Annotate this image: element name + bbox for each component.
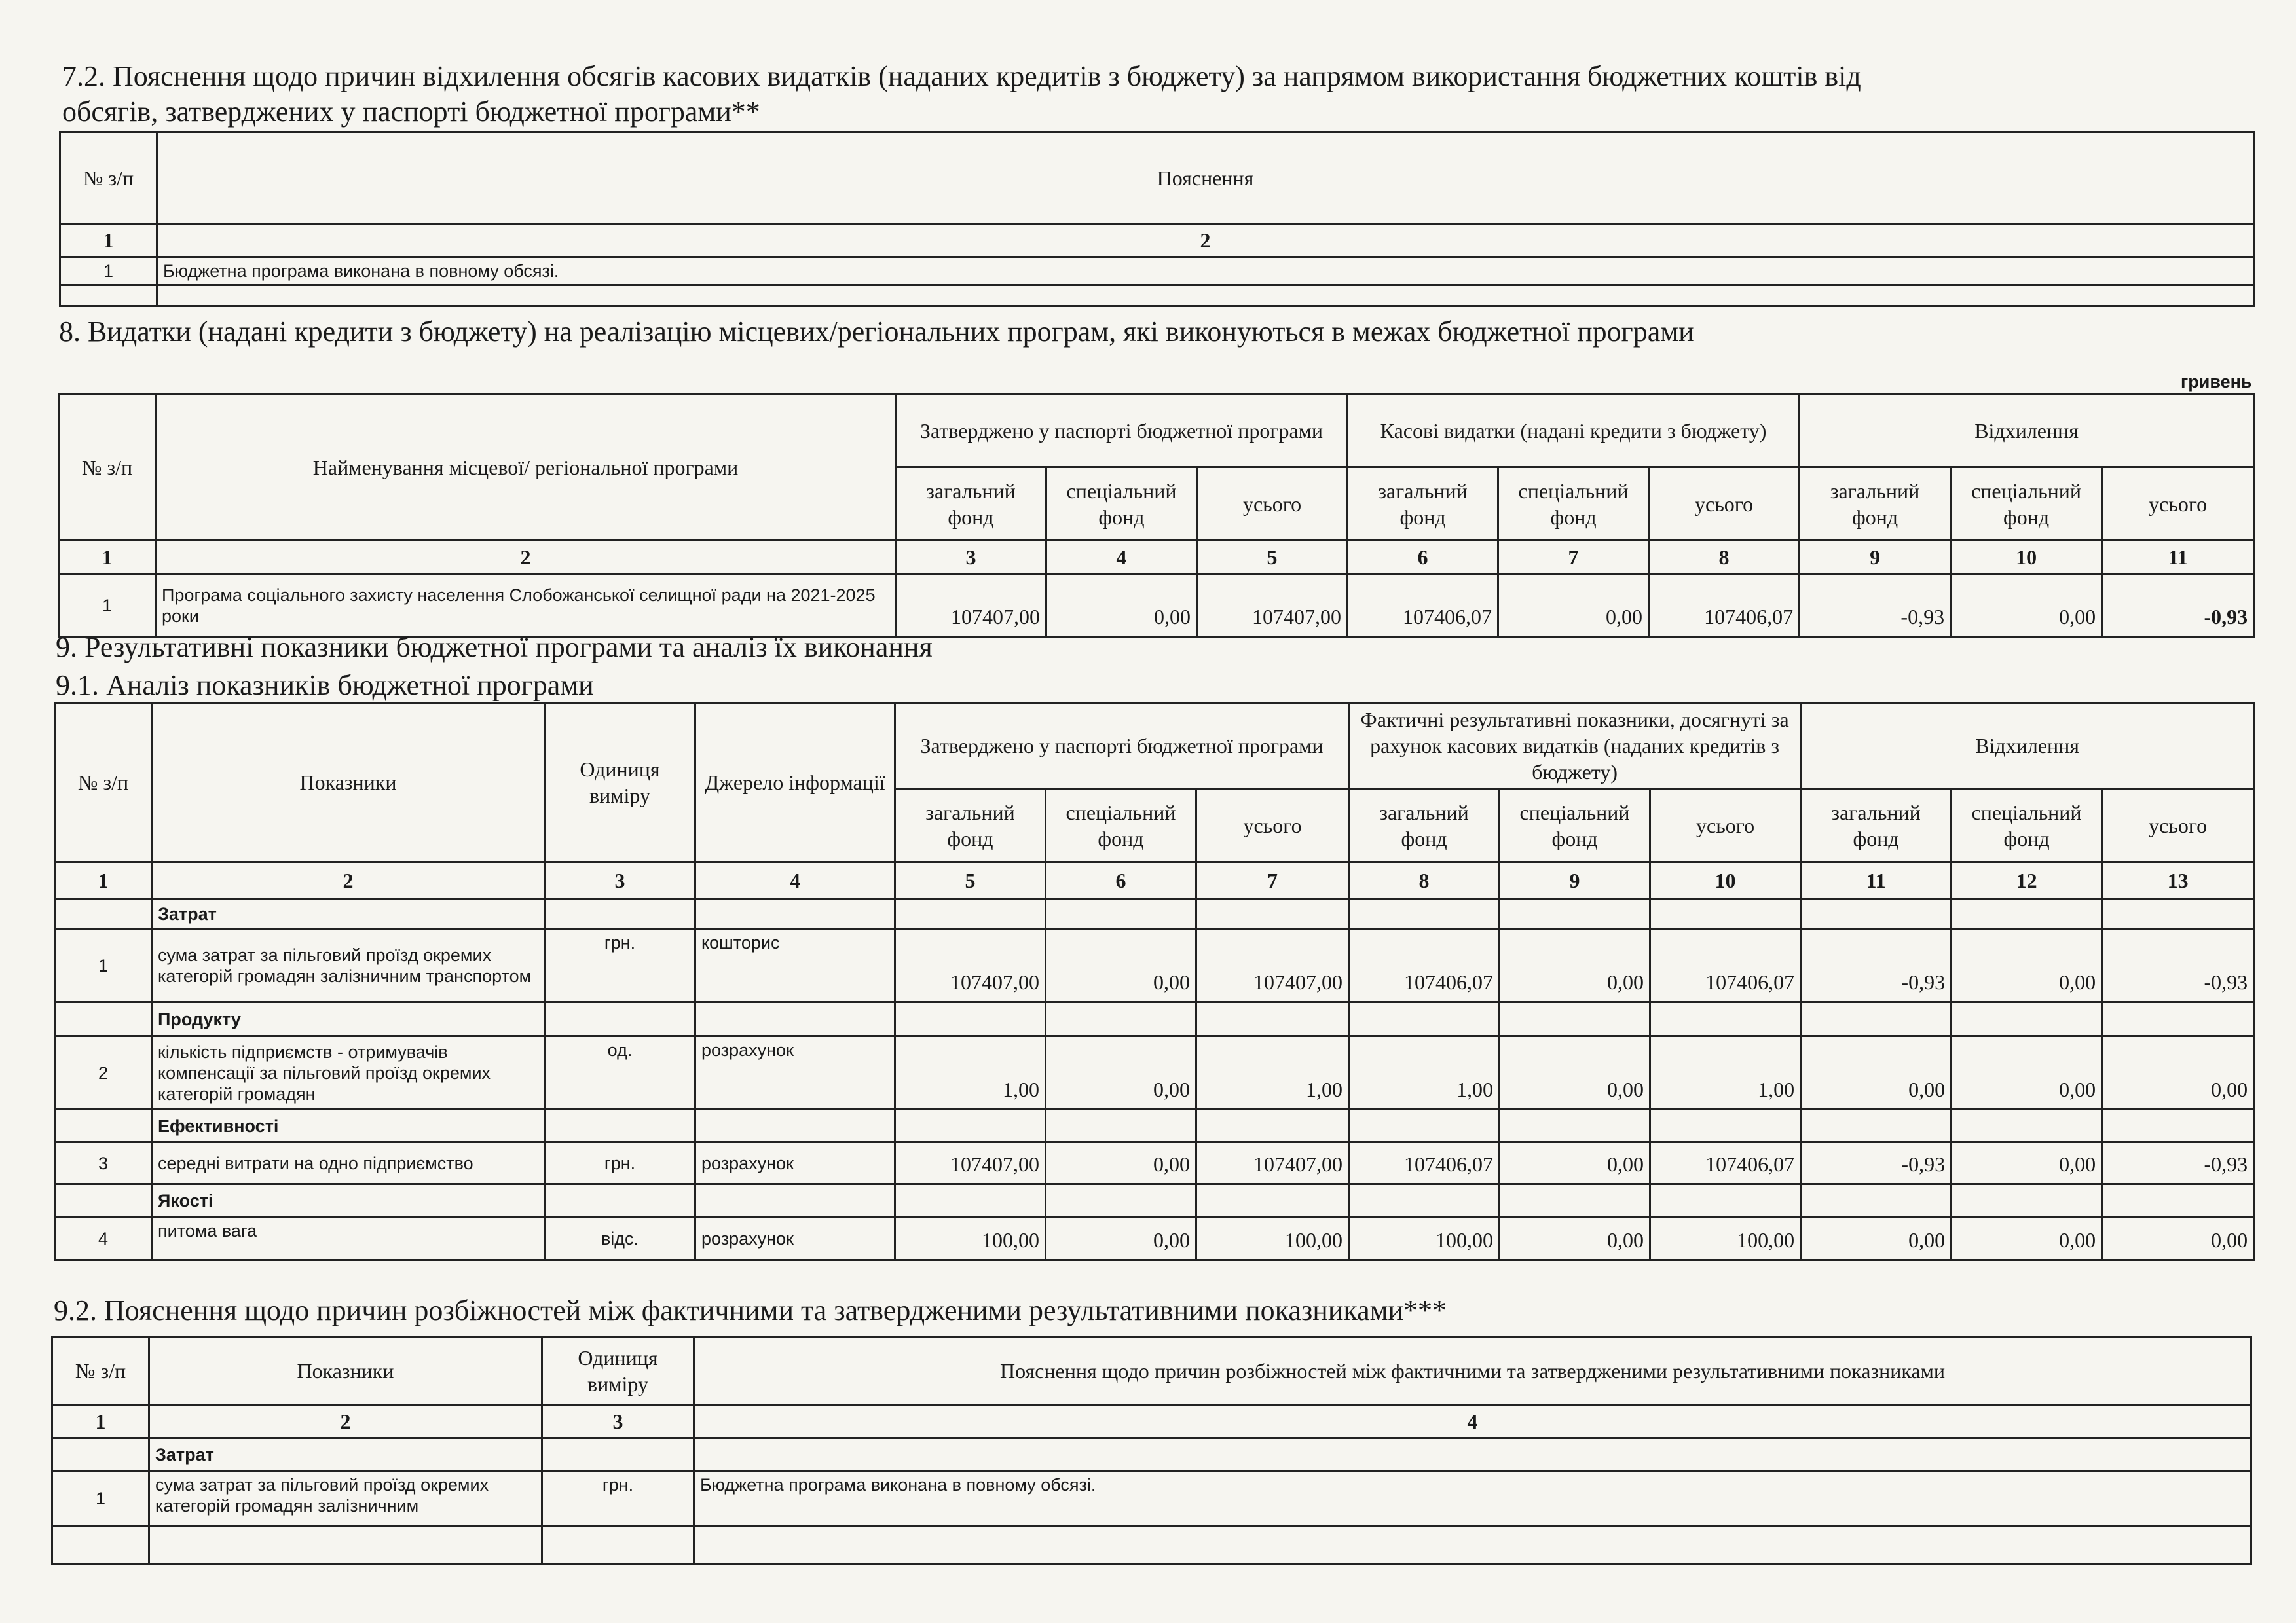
value-cell: 0,00 <box>1500 929 1650 1002</box>
col-number: 1 <box>59 541 156 574</box>
header-total: усього <box>1649 467 1800 541</box>
header-special-fund: спеціальний фонд <box>1046 789 1196 862</box>
col-number: 5 <box>895 862 1046 899</box>
col-number: 5 <box>1197 541 1348 574</box>
value-cash-general: 107406,07 <box>1348 574 1498 637</box>
header-general-fund: загальний фонд <box>1801 789 1952 862</box>
value-cell: 107407,00 <box>895 1142 1046 1184</box>
program-name: Програма соціального захисту населення Слобожанської селищної ради на 2021-2025 роки <box>156 574 896 637</box>
empty-cell <box>545 1184 695 1217</box>
indicator-unit: грн. <box>545 929 695 1002</box>
group-efficiency: Ефективності <box>152 1110 545 1142</box>
header-explanation: Пояснення <box>157 132 2254 224</box>
group-costs: Затрат <box>149 1438 542 1471</box>
indicator-unit: грн. <box>542 1471 694 1526</box>
value-cell: 0,00 <box>1046 1142 1196 1184</box>
value-cell: 107406,07 <box>1349 929 1500 1002</box>
empty-cell <box>1196 899 1349 929</box>
value-cell: 100,00 <box>895 1217 1046 1260</box>
header-unit: Одиниця виміру <box>542 1337 694 1405</box>
indicator-unit: од. <box>545 1036 695 1110</box>
empty-cell <box>1500 1184 1650 1217</box>
row-no: 4 <box>55 1217 152 1260</box>
value-cell: 0,00 <box>1952 929 2102 1002</box>
section-8-title: 8. Видатки (надані кредити з бюджету) на реалізацію місцевих/регіональних програм, які виконуються в межах бюджетної програми <box>59 316 1694 348</box>
empty-cell <box>1801 899 1952 929</box>
col-number: 10 <box>1951 541 2102 574</box>
header-cash-expenses: Касові видатки (надані кредити з бюджету) <box>1348 394 1800 467</box>
header-general-fund: загальний фонд <box>895 789 1046 862</box>
section-7-2-title-line1: 7.2. Пояснення щодо причин відхилення обсягів касових видатків (наданих кредитів з бюджету) за напрямом використання бюджетних коштів від <box>62 60 1861 92</box>
header-deviation: Відхилення <box>1800 394 2254 467</box>
col-number: 10 <box>1650 862 1801 899</box>
header-general-fund: загальний фонд <box>1348 467 1498 541</box>
col-number: 8 <box>1349 862 1500 899</box>
col-number: 1 <box>55 862 152 899</box>
empty-cell <box>1046 899 1196 929</box>
value-cell: 100,00 <box>1349 1217 1500 1260</box>
value-cell: -0,93 <box>2102 1142 2254 1184</box>
col-number: 6 <box>1046 862 1196 899</box>
value-cell: 0,00 <box>1500 1217 1650 1260</box>
header-total: усього <box>1197 467 1348 541</box>
empty-cell <box>1801 1002 1952 1036</box>
empty-cell <box>1046 1002 1196 1036</box>
empty-cell <box>52 1526 149 1564</box>
col-number: 2 <box>149 1405 542 1438</box>
col-number: 9 <box>1500 862 1650 899</box>
empty-cell <box>1349 1002 1500 1036</box>
empty-cell <box>1500 1110 1650 1142</box>
empty-cell <box>1801 1110 1952 1142</box>
empty-cell <box>1196 1002 1349 1036</box>
value-cell: 0,00 <box>1801 1036 1952 1110</box>
header-indicators: Показники <box>152 703 545 862</box>
value-cell: 107406,07 <box>1650 929 1801 1002</box>
value-deviation-general: -0,93 <box>1800 574 1951 637</box>
indicator-name: сума затрат за пільговий проїзд окремих категорій громадян залізничним транспортом <box>152 929 545 1002</box>
value-cell: -0,93 <box>1801 1142 1952 1184</box>
empty-cell <box>1196 1184 1349 1217</box>
value-cell: 107407,00 <box>1196 929 1349 1002</box>
value-cash-special: 0,00 <box>1498 574 1649 637</box>
value-cell: 1,00 <box>1196 1036 1349 1110</box>
col-number: 6 <box>1348 541 1498 574</box>
empty-cell <box>542 1438 694 1471</box>
value-cell: 0,00 <box>1500 1142 1650 1184</box>
value-cell: 0,00 <box>1500 1036 1650 1110</box>
table-7-2 <box>59 131 2255 307</box>
empty-cell <box>545 899 695 929</box>
section-9-title: 9. Результативні показники бюджетної програми та аналіз їх виконання <box>56 631 933 663</box>
header-total: усього <box>1650 789 1801 862</box>
empty-cell <box>55 1184 152 1217</box>
value-cell: 107407,00 <box>1196 1142 1349 1184</box>
empty-cell <box>1046 1110 1196 1142</box>
empty-cell <box>55 1002 152 1036</box>
empty-cell <box>1650 1110 1801 1142</box>
value-deviation-total: -0,93 <box>2102 574 2254 637</box>
col-number: 1 <box>52 1405 149 1438</box>
empty-cell <box>695 1110 895 1142</box>
empty-cell <box>1952 1184 2102 1217</box>
empty-cell <box>1952 1002 2102 1036</box>
empty-cell <box>695 1184 895 1217</box>
col-number: 12 <box>1952 862 2102 899</box>
indicator-source: розрахунок <box>695 1217 895 1260</box>
section-9-1-title: 9.1. Аналіз показників бюджетної програми <box>56 669 594 701</box>
value-cell: 0,00 <box>1952 1036 2102 1110</box>
value-cell: 107406,07 <box>1349 1142 1500 1184</box>
col-number: 3 <box>545 862 695 899</box>
empty-cell <box>545 1110 695 1142</box>
empty-cell <box>55 1110 152 1142</box>
value-deviation-special: 0,00 <box>1951 574 2102 637</box>
group-costs: Затрат <box>152 899 545 929</box>
value-cell: 0,00 <box>1046 1036 1196 1110</box>
empty-cell <box>1349 1184 1500 1217</box>
indicator-unit: грн. <box>545 1142 695 1184</box>
col-number: 13 <box>2102 862 2254 899</box>
col-number: 2 <box>152 862 545 899</box>
header-unit: Одиниця виміру <box>545 703 695 862</box>
table-8 <box>58 393 2255 638</box>
empty-cell <box>1650 899 1801 929</box>
section-7-2-title-line2: обсягів, затверджених у паспорті бюджетної програми** <box>62 96 760 128</box>
value-cell: 0,00 <box>1952 1142 2102 1184</box>
col-number: 2 <box>157 224 2254 257</box>
col-number: 7 <box>1196 862 1349 899</box>
indicator-source: розрахунок <box>695 1036 895 1110</box>
header-special-fund: спеціальний фонд <box>1951 467 2102 541</box>
value-approved-general: 107407,00 <box>896 574 1046 637</box>
header-no: № з/п <box>52 1337 149 1405</box>
row-no: 1 <box>60 257 157 285</box>
empty-cell <box>542 1526 694 1564</box>
header-total: усього <box>2102 467 2254 541</box>
header-total: усього <box>2102 789 2254 862</box>
value-cell: 0,00 <box>1952 1217 2102 1260</box>
empty-cell <box>2102 899 2254 929</box>
empty-cell <box>895 1002 1046 1036</box>
header-general-fund: загальний фонд <box>1800 467 1951 541</box>
col-number: 9 <box>1800 541 1951 574</box>
header-total: усього <box>1196 789 1349 862</box>
value-cash-total: 107406,07 <box>1649 574 1800 637</box>
empty-cell <box>1952 899 2102 929</box>
col-number: 11 <box>1801 862 1952 899</box>
empty-cell <box>2102 1002 2254 1036</box>
col-number: 3 <box>896 541 1046 574</box>
table-9-2 <box>51 1336 2252 1565</box>
empty-cell <box>1500 1002 1650 1036</box>
indicator-name: кількість підприємств - отримувачів компенсації за пільговий проїзд окремих категорій громадян <box>152 1036 545 1110</box>
col-number: 11 <box>2102 541 2254 574</box>
empty-cell <box>2102 1184 2254 1217</box>
col-number: 8 <box>1649 541 1800 574</box>
col-number: 7 <box>1498 541 1649 574</box>
header-approved: Затверджено у паспорті бюджетної програми <box>895 703 1349 789</box>
header-program-name: Найменування місцевої/ регіональної програми <box>156 394 896 541</box>
row-no: 2 <box>55 1036 152 1110</box>
empty-cell <box>694 1526 2251 1564</box>
header-source: Джерело інформації <box>695 703 895 862</box>
header-special-fund: спеціальний фонд <box>1500 789 1650 862</box>
col-number: 2 <box>156 541 896 574</box>
col-number: 4 <box>695 862 895 899</box>
empty-cell <box>60 285 157 306</box>
empty-cell <box>1801 1184 1952 1217</box>
header-special-fund: спеціальний фонд <box>1952 789 2102 862</box>
empty-cell <box>2102 1110 2254 1142</box>
header-no: № з/п <box>60 132 157 224</box>
empty-cell <box>52 1438 149 1471</box>
header-deviation: Відхилення <box>1801 703 2254 789</box>
empty-cell <box>1046 1184 1196 1217</box>
empty-cell <box>157 285 2254 306</box>
row-no: 3 <box>55 1142 152 1184</box>
row-explanation: Бюджетна програма виконана в повному обсязі. <box>694 1471 2251 1526</box>
value-cell: 100,00 <box>1650 1217 1801 1260</box>
row-explanation: Бюджетна програма виконана в повному обсязі. <box>157 257 2254 285</box>
empty-cell <box>1650 1002 1801 1036</box>
value-cell: 0,00 <box>2102 1036 2254 1110</box>
value-cell: 107407,00 <box>895 929 1046 1002</box>
header-special-fund: спеціальний фонд <box>1046 467 1197 541</box>
empty-cell <box>1196 1110 1349 1142</box>
header-approved: Затверджено у паспорті бюджетної програми <box>896 394 1348 467</box>
value-cell: 107406,07 <box>1650 1142 1801 1184</box>
empty-cell <box>895 899 1046 929</box>
indicator-name: питома вага <box>152 1217 545 1260</box>
group-product: Продукту <box>152 1002 545 1036</box>
value-cell: 0,00 <box>1046 1217 1196 1260</box>
empty-cell <box>695 899 895 929</box>
value-approved-total: 107407,00 <box>1197 574 1348 637</box>
indicator-unit: відс. <box>545 1217 695 1260</box>
header-general-fund: загальний фонд <box>1349 789 1500 862</box>
value-cell: 1,00 <box>895 1036 1046 1110</box>
empty-cell <box>1500 899 1650 929</box>
value-cell: 0,00 <box>1801 1217 1952 1260</box>
empty-cell <box>895 1184 1046 1217</box>
empty-cell <box>694 1438 2251 1471</box>
value-cell: 0,00 <box>2102 1217 2254 1260</box>
value-cell: -0,93 <box>1801 929 1952 1002</box>
header-no: № з/п <box>55 703 152 862</box>
header-no: № з/п <box>59 394 156 541</box>
col-number: 1 <box>60 224 157 257</box>
indicator-name: середні витрати на одно підприємство <box>152 1142 545 1184</box>
col-number: 3 <box>542 1405 694 1438</box>
empty-cell <box>1952 1110 2102 1142</box>
value-cell: 1,00 <box>1349 1036 1500 1110</box>
empty-cell <box>695 1002 895 1036</box>
value-approved-special: 0,00 <box>1046 574 1197 637</box>
value-cell: 1,00 <box>1650 1036 1801 1110</box>
indicator-source: кошторис <box>695 929 895 1002</box>
empty-cell <box>1349 899 1500 929</box>
row-no: 1 <box>59 574 156 637</box>
empty-cell <box>149 1526 542 1564</box>
col-number: 4 <box>694 1405 2251 1438</box>
row-no: 1 <box>52 1471 149 1526</box>
currency-unit: гривень <box>2181 372 2252 392</box>
header-general-fund: загальний фонд <box>896 467 1046 541</box>
col-number: 4 <box>1046 541 1197 574</box>
indicator-name: сума затрат за пільговий проїзд окремих категорій громадян залізничним <box>149 1471 542 1526</box>
row-no: 1 <box>55 929 152 1002</box>
header-explanation: Пояснення щодо причин розбіжностей між фактичними та затвердженими результативними показниками <box>694 1337 2251 1405</box>
header-special-fund: спеціальний фонд <box>1498 467 1649 541</box>
indicator-source: розрахунок <box>695 1142 895 1184</box>
table-9-1 <box>54 702 2255 1261</box>
value-cell: 100,00 <box>1196 1217 1349 1260</box>
empty-cell <box>1349 1110 1500 1142</box>
empty-cell <box>1650 1184 1801 1217</box>
empty-cell <box>55 899 152 929</box>
empty-cell <box>545 1002 695 1036</box>
header-actual: Фактичні результативні показники, досягнуті за рахунок касових видатків (наданих кредитів з бюджету) <box>1349 703 1801 789</box>
section-9-2-title: 9.2. Пояснення щодо причин розбіжностей між фактичними та затвердженими результативними показниками*** <box>54 1294 1447 1326</box>
value-cell: -0,93 <box>2102 929 2254 1002</box>
value-cell: 0,00 <box>1046 929 1196 1002</box>
empty-cell <box>895 1110 1046 1142</box>
group-quality: Якості <box>152 1184 545 1217</box>
header-indicators: Показники <box>149 1337 542 1405</box>
